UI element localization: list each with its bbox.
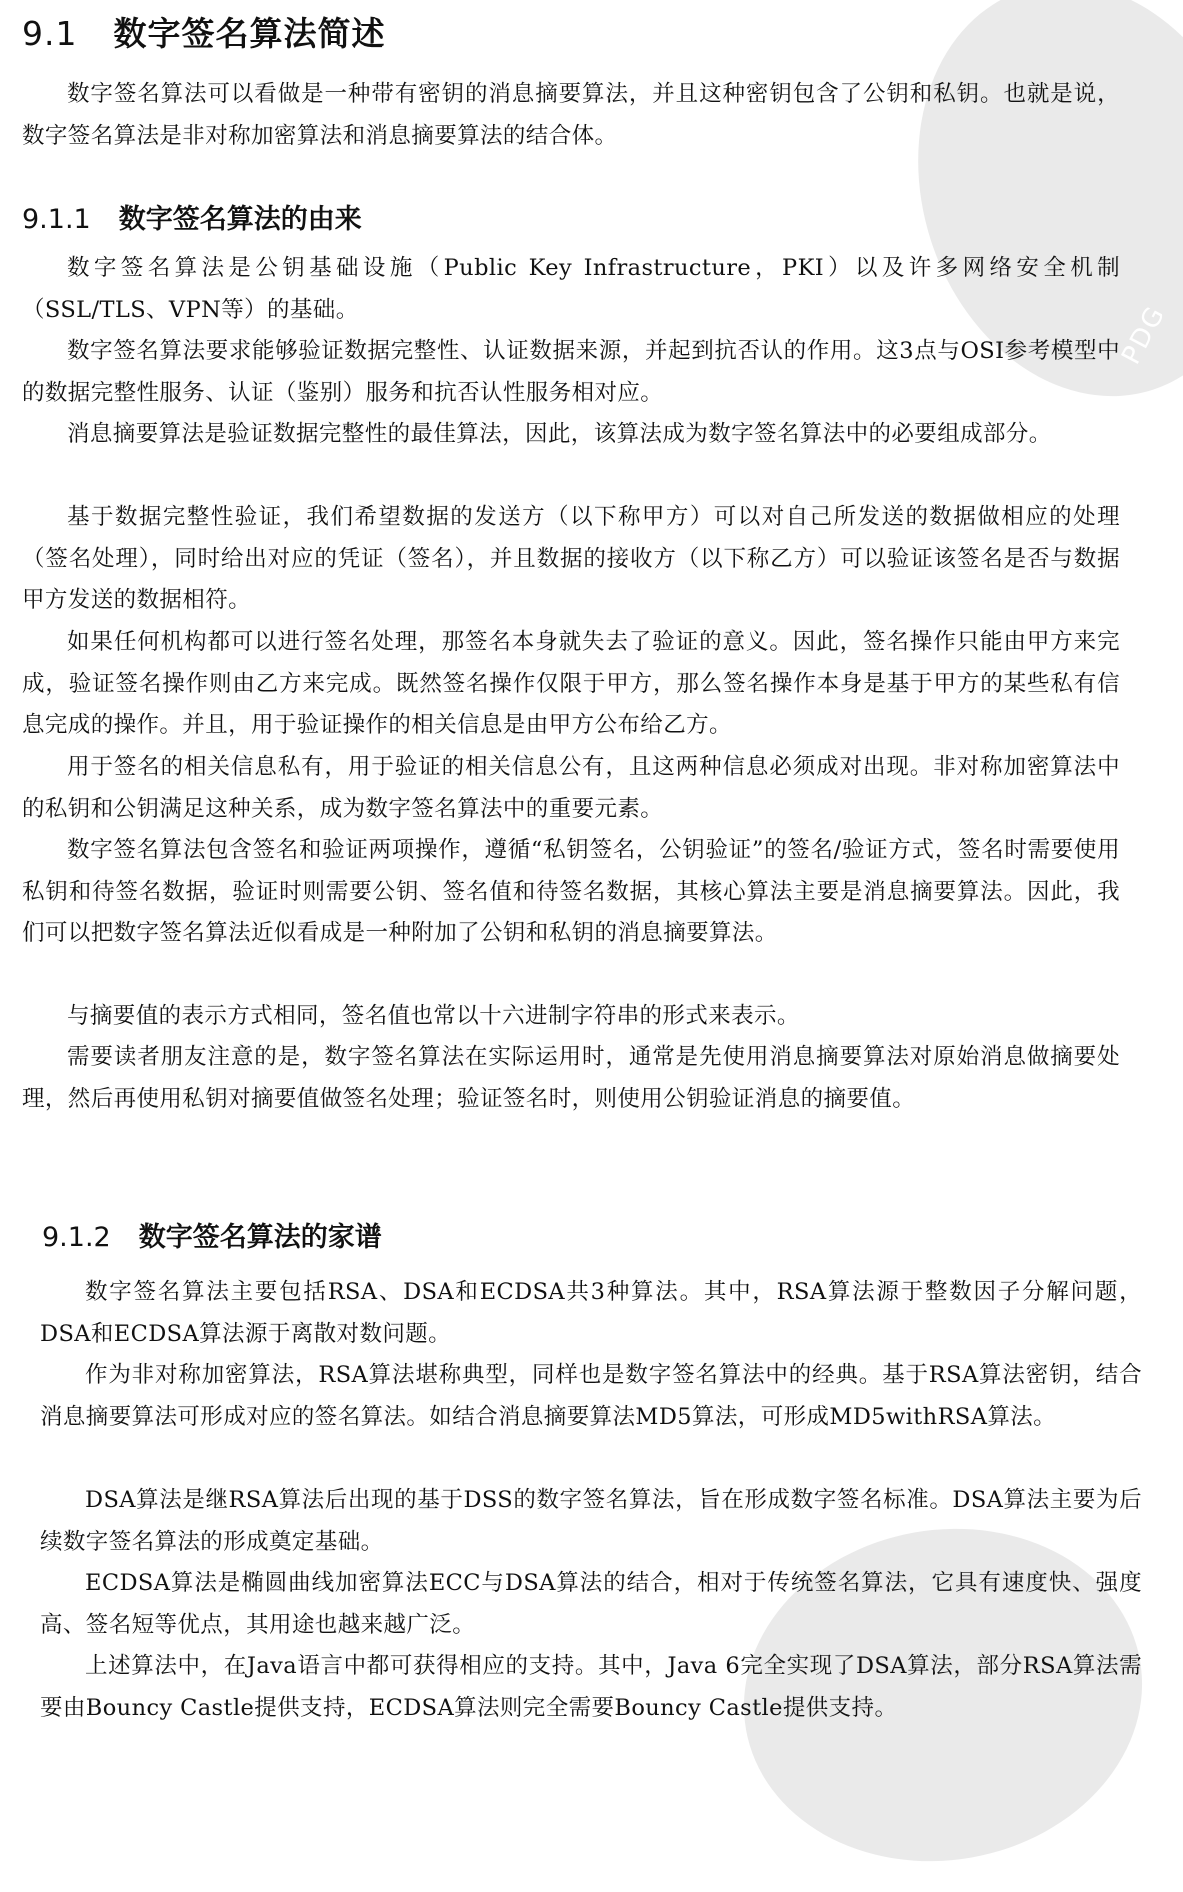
- section-heading: [22, 8, 385, 55]
- paragraph: 如果任何机构都可以进行签名处理，那签名本身就失去了验证的意义。因此，签名操作只能由甲方来完成，验证签名操作则由乙方来完成。既然签名操作仅限于甲方，那么签名操作本身是基于甲方的某些私有信息完成的操作。并且，用于验证操作的相关信息是由甲方公布给乙方。: [22, 629, 1120, 738]
- subsection-2-number: 9.1.2: [42, 1222, 111, 1253]
- paragraph: 上述算法中，在Java语言中都可获得相应的支持。其中，Java 6完全实现了DSA算法，部分RSA算法需要由Bouncy Castle提供支持，ECDSA算法则完全需要Bouncy Castle提供支持。: [40, 1653, 1142, 1721]
- paragraph: 需要读者朋友注意的是，数字签名算法在实际运用时，通常是先使用消息摘要算法对原始消息做摘要处理，然后再使用私钥对摘要值做签名处理；验证签名时，则使用公钥验证消息的摘要值。: [22, 1044, 1120, 1112]
- subsection-1-title: 数字签名算法的由来: [118, 204, 362, 235]
- watermark-text: PDG: [1116, 300, 1172, 370]
- subsection-2-title: 数字签名算法的家谱: [138, 1222, 382, 1253]
- paragraph: 基于数据完整性验证，我们希望数据的发送方（以下称甲方）可以对自己所发送的数据做相应的处理（签名处理），同时给出对应的凭证（签名），并且数据的接收方（以下称乙方）可以验证该签名是否与数据甲方发送的数据相符。: [22, 504, 1120, 613]
- paragraph: 与摘要值的表示方式相同，签名值也常以十六进制字符串的形式来表示。: [67, 1003, 800, 1029]
- paragraph: 用于签名的相关信息私有，用于验证的相关信息公有，且这两种信息必须成对出现。非对称加密算法中的私钥和公钥满足这种关系，成为数字签名算法中的重要元素。: [22, 754, 1120, 822]
- section-intro-paragraph: 数字签名算法可以看做是一种带有密钥的消息摘要算法，并且这种密钥包含了公钥和私钥。也就是说，数字签名算法是非对称加密算法和消息摘要算法的结合体。: [22, 81, 1120, 149]
- paragraph: 作为非对称加密算法，RSA算法堪称典型，同样也是数字签名算法中的经典。基于RSA算法密钥，结合消息摘要算法可形成对应的签名算法。如结合消息摘要算法MD5算法，可形成MD5withRSA算法。: [40, 1362, 1142, 1430]
- section-number: 9.1: [22, 14, 78, 53]
- paragraph: 消息摘要算法是验证数据完整性的最佳算法，因此，该算法成为数字签名算法中的必要组成部分。: [67, 421, 1052, 447]
- paragraph: ECDSA算法是椭圆曲线加密算法ECC与DSA算法的结合，相对于传统签名算法，它具有速度快、强度高、签名短等优点，其用途也越来越广泛。: [40, 1570, 1142, 1638]
- subsection-2-heading: [42, 1215, 382, 1254]
- subsection-1-number: 9.1.1: [22, 204, 91, 235]
- paragraph: 数字签名算法主要包括RSA、DSA和ECDSA共3种算法。其中，RSA算法源于整数因子分解问题，DSA和ECDSA算法源于离散对数问题。: [40, 1279, 1142, 1347]
- paragraph: 数字签名算法要求能够验证数据完整性、认证数据来源，并起到抗否认的作用。这3点与OSI参考模型中的数据完整性服务、认证（鉴别）服务和抗否认性服务相对应。: [22, 338, 1120, 406]
- paragraph: DSA算法是继RSA算法后出现的基于DSS的数字签名算法，旨在形成数字签名标准。DSA算法主要为后续数字签名算法的形成奠定基础。: [40, 1487, 1142, 1555]
- paragraph: 数字签名算法包含签名和验证两项操作，遵循“私钥签名，公钥验证”的签名/验证方式，签名时需要使用私钥和待签名数据，验证时则需要公钥、签名值和待签名数据，其核心算法主要是消息摘要算法。因此，我们可以把数字签名算法近似看成是一种附加了公钥和私钥的消息摘要算法。: [22, 837, 1120, 946]
- paragraph: 数字签名算法是公钥基础设施（Public Key Infrastructure，PKI）以及许多网络安全机制（SSL/TLS、VPN等）的基础。: [22, 255, 1120, 323]
- section-title: 数字签名算法简述: [113, 14, 386, 53]
- subsection-1-heading: [22, 197, 362, 236]
